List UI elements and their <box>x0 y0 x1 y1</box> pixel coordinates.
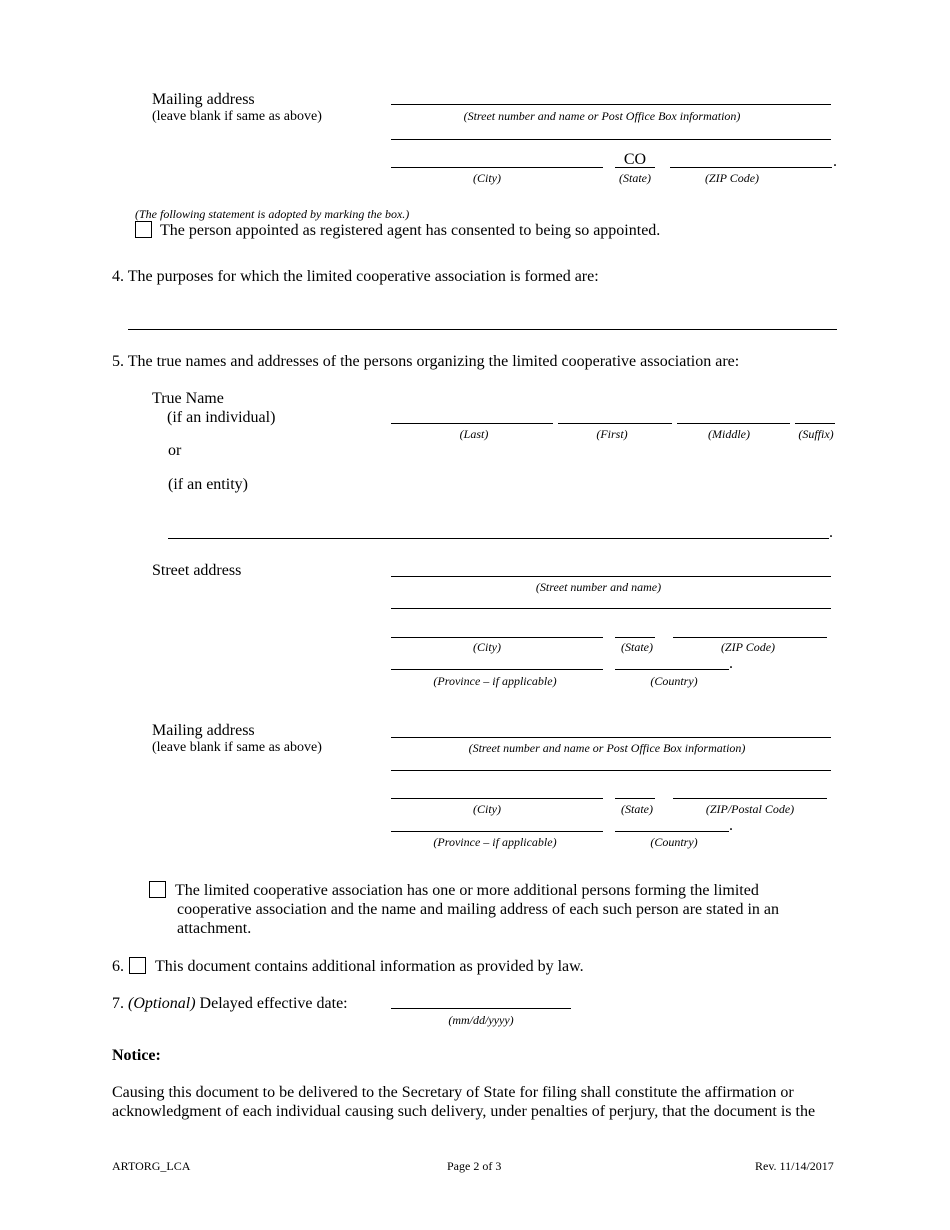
additional-persons-line2: cooperative association and the name and mailing address of each such person are stated in an <box>177 901 779 918</box>
additional-persons-checkbox[interactable] <box>149 881 166 898</box>
org-city-field[interactable] <box>391 637 603 638</box>
delayed-date-field[interactable] <box>391 1008 571 1009</box>
agent-mailing-zip-field[interactable] <box>670 167 832 168</box>
org-province-hint: (Province – if applicable) <box>433 674 557 688</box>
section-7-number: 7. <box>112 995 124 1012</box>
street-address-label: Street address <box>152 562 242 579</box>
entity-name-field[interactable] <box>168 538 829 539</box>
org-mailing-state-field[interactable] <box>615 798 655 799</box>
section-7-optional: (Optional) <box>128 995 196 1012</box>
last-name-field[interactable] <box>391 423 553 424</box>
org-zip-field[interactable] <box>673 637 827 638</box>
consent-checkbox[interactable] <box>135 221 152 238</box>
agent-mailing-state-field[interactable] <box>615 167 655 168</box>
org-mailing-country-hint: (Country) <box>650 835 698 849</box>
agent-mailing-street-hint: (Street number and name or Post Office Box information) <box>463 109 741 123</box>
additional-info-checkbox[interactable] <box>129 957 146 974</box>
org-state-field[interactable] <box>615 637 655 638</box>
purposes-field[interactable] <box>128 329 837 330</box>
agent-mailing-city-hint: (City) <box>473 171 501 185</box>
middle-name-field[interactable] <box>677 423 790 424</box>
org-mailing-zip-field[interactable] <box>673 798 827 799</box>
footer-revision: Rev. 11/14/2017 <box>755 1159 834 1173</box>
notice-line-2: acknowledgment of each individual causing such delivery, under penalties of perjury, that the document is the <box>112 1103 816 1120</box>
org-province-field[interactable] <box>391 669 603 670</box>
agent-mailing-city-field[interactable] <box>391 167 603 168</box>
org-mailing-label: Mailing address <box>152 722 255 739</box>
suffix-field[interactable] <box>795 423 835 424</box>
additional-persons-line1: The limited cooperative association has one or more additional persons forming the limited <box>175 882 759 899</box>
org-mailing-province-hint: (Province – if applicable) <box>433 835 557 849</box>
footer-form-id: ARTORG_LCA <box>112 1159 191 1173</box>
org-street-field[interactable] <box>391 576 831 577</box>
agent-mailing-street-field[interactable] <box>391 104 831 105</box>
org-mailing-country-period: . <box>729 817 733 834</box>
org-mailing-zip-hint: (ZIP/Postal Code) <box>705 802 795 816</box>
mailing-address-label: Mailing address <box>152 91 255 108</box>
org-mailing-state-hint: (State) <box>621 802 653 816</box>
agent-mailing-period: . <box>833 153 837 170</box>
org-country-field[interactable] <box>615 669 729 670</box>
true-name-label: True Name <box>152 390 224 407</box>
last-name-hint: (Last) <box>459 427 489 441</box>
suffix-hint: (Suffix) <box>798 427 834 441</box>
middle-name-hint: (Middle) <box>708 427 750 441</box>
mailing-address-sublabel: (leave blank if same as above) <box>152 109 322 124</box>
org-country-period: . <box>729 655 733 672</box>
org-mailing-city-hint: (City) <box>473 802 501 816</box>
entity-label: (if an entity) <box>168 476 248 493</box>
section-7-text: Delayed effective date: <box>199 995 348 1012</box>
org-city-hint: (City) <box>473 640 501 654</box>
consent-text: The person appointed as registered agent has consented to being so appointed. <box>160 222 661 239</box>
org-mailing-street-field[interactable] <box>391 737 831 738</box>
org-mailing-city-field[interactable] <box>391 798 603 799</box>
org-mailing-province-field[interactable] <box>391 831 603 832</box>
section-4-text: 4. The purposes for which the limited cooperative association is formed are: <box>112 268 599 285</box>
section-6-number: 6. <box>112 958 124 975</box>
section-7-label <box>112 994 348 1013</box>
individual-label: (if an individual) <box>167 409 276 426</box>
agent-mailing-street2-field[interactable] <box>391 139 831 140</box>
section-6-text: This document contains additional information as provided by law. <box>155 958 584 975</box>
consent-note: (The following statement is adopted by marking the box.) <box>135 207 410 221</box>
additional-persons-line3: attachment. <box>177 920 252 937</box>
org-mailing-sublabel: (leave blank if same as above) <box>152 740 322 755</box>
agent-mailing-state-hint: (State) <box>619 171 651 185</box>
org-mailing-country-field[interactable] <box>615 831 729 832</box>
org-street-hint: (Street number and name) <box>535 580 662 594</box>
org-mailing-street-hint: (Street number and name or Post Office Box information) <box>468 741 746 755</box>
delayed-date-hint: (mm/dd/yyyy) <box>448 1013 514 1027</box>
agent-mailing-zip-hint: (ZIP Code) <box>704 171 760 185</box>
entity-name-period: . <box>829 524 833 541</box>
org-mailing-street2-field[interactable] <box>391 770 831 771</box>
org-street2-field[interactable] <box>391 608 831 609</box>
first-name-hint: (First) <box>596 427 628 441</box>
org-state-hint: (State) <box>621 640 653 654</box>
org-zip-hint: (ZIP Code) <box>720 640 776 654</box>
first-name-field[interactable] <box>558 423 672 424</box>
org-country-hint: (Country) <box>650 674 698 688</box>
section-5-text: 5. The true names and addresses of the persons organizing the limited cooperative association are: <box>112 353 740 370</box>
notice-line-1: Causing this document to be delivered to the Secretary of State for filing shall constitute the affirmation or <box>112 1084 794 1101</box>
footer-page-number: Page 2 of 3 <box>447 1159 502 1173</box>
or-label: or <box>168 442 182 459</box>
agent-mailing-state-value[interactable]: CO <box>623 151 647 168</box>
notice-heading: Notice: <box>112 1047 161 1064</box>
